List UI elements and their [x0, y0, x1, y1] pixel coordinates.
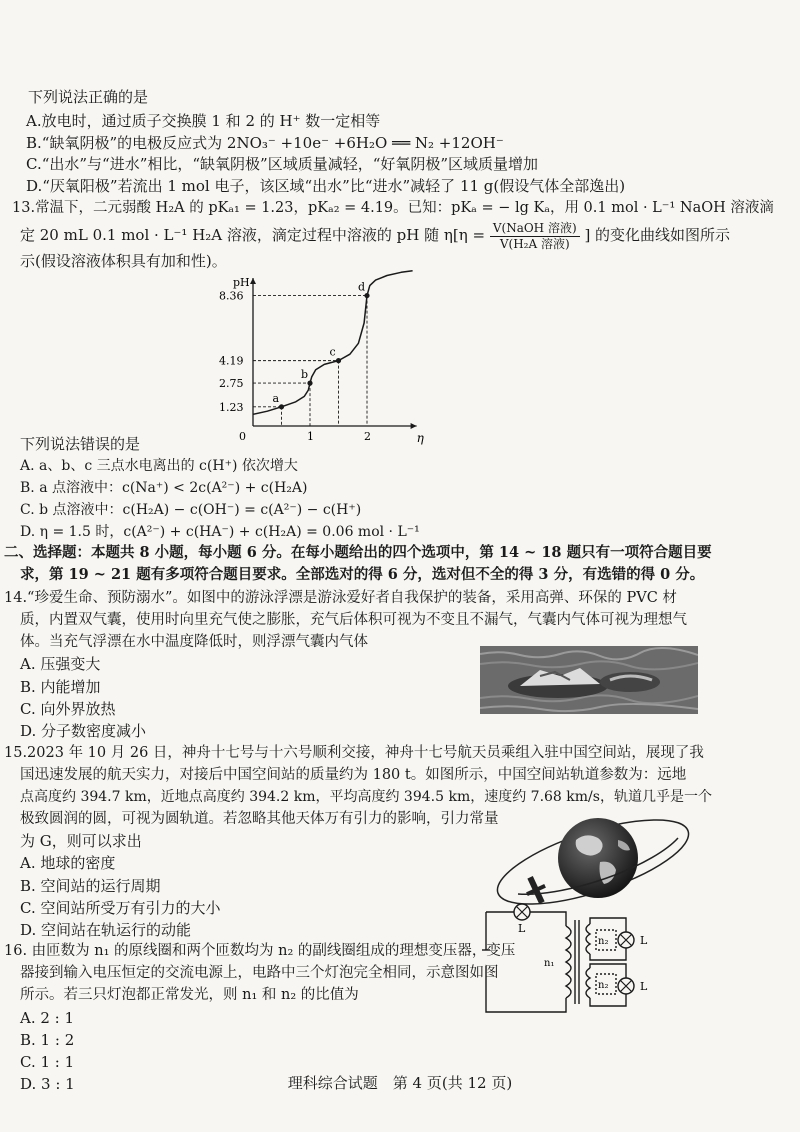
- point-label-c: c: [329, 345, 336, 359]
- section2-line1: 二、选择题：本题共 8 小题，每小题 6 分。在每小题给出的四个选项中，第 14 ~ 18 题只有一项符合题目要: [4, 544, 712, 561]
- n2-lower-label: n₂: [598, 980, 609, 991]
- titration-curve-chart: [215, 270, 455, 448]
- q16-line3: 所示。若三只灯泡都正常发光，则 n₁ 和 n₂ 的比值为: [20, 987, 359, 1003]
- swim-float-photo: [480, 646, 698, 714]
- q14-option-b: B. 内能增加: [20, 678, 101, 696]
- q14-line1: 14.“珍爱生命、预防溺水”。如图中的游泳浮漂是游泳爱好者自我保护的装备，采用高弹、环保的 PVC 材: [4, 590, 677, 606]
- y-tick-label: 1.23: [219, 400, 244, 414]
- y-axis-label: pH: [233, 276, 250, 289]
- x-tick-label: 0: [239, 430, 246, 443]
- y-tick-label: 4.19: [219, 354, 244, 368]
- point-d: [364, 293, 369, 298]
- q13-stem-line1: 13.常温下，二元弱酸 H₂A 的 pKₐ₁ = 1.23，pKₐ₂ = 4.19。已知：pKₐ = − lg Kₐ，用 0.1 mol · L⁻¹ NaOH 溶液滴: [12, 200, 774, 216]
- q16-option-d: D. 3 : 1: [20, 1075, 75, 1093]
- section2-line2: 求，第 19 ~ 21 题有多项符合题目要求。全部选对的得 6 分，选对但不全的得 3 分，有选错的得 0 分。: [20, 566, 705, 583]
- point-label-d: d: [358, 280, 366, 294]
- lamp-1-label: L: [518, 922, 526, 935]
- q15-line4: 极致圆润的圆，可视为圆轨道。若忽略其他天体万有引力的影响，引力常量: [20, 811, 499, 827]
- point-label-a: a: [272, 391, 280, 405]
- q14-line2: 质，内置双气囊，使用时向里充气使之膨胀，充气后体积可视为不变且不漏气，气囊内气体可视为理想气: [20, 612, 687, 628]
- point-a: [279, 404, 284, 409]
- q13-option-b: B. a 点溶液中：c(Na⁺) < 2c(A²⁻) + c(H₂A): [20, 480, 308, 496]
- lamp-2-label: L: [640, 934, 648, 947]
- point-c: [336, 358, 341, 363]
- x-tick-label: 1: [307, 430, 314, 443]
- y-tick-label: 2.75: [219, 377, 244, 391]
- q15-line5: 为 G，则可以求出: [20, 832, 142, 850]
- eta-numerator: V(NaOH 溶液): [490, 221, 580, 237]
- q16-line1: 16. 由匝数为 n₁ 的原线圈和两个匝数均为 n₂ 的副线圈组成的理想变压器，变压: [4, 943, 516, 959]
- q12-stem: 下列说法正确的是: [28, 88, 149, 106]
- q13-stem-line2-a: 定 20 mL 0.1 mol · L⁻¹ H₂A 溶液，滴定过程中溶液的 pH 随 η[η =: [20, 226, 486, 244]
- lamp-2-icon: [618, 932, 634, 948]
- q13-option-d: D. η = 1.5 时，c(A²⁻) + c(HA⁻) + c(H₂A) = 0.06 mol · L⁻¹: [20, 524, 420, 540]
- q14-line3: 体。当充气浮漂在水中温度降低时，则浮漂气囊内气体: [20, 634, 368, 650]
- q14-option-a: A. 压强变大: [20, 655, 101, 673]
- page-footer: 理科综合试题 第 4 页(共 12 页): [287, 1074, 513, 1092]
- q15-option-d: D. 空间站在轨运行的动能: [20, 921, 192, 939]
- q13-stem-line2-b: ] 的变化曲线如图所示: [584, 226, 731, 244]
- q14-option-d: D. 分子数密度减小: [20, 722, 147, 740]
- q15-option-b: B. 空间站的运行周期: [20, 877, 161, 895]
- q13-question: 下列说法错误的是: [20, 435, 141, 453]
- x-axis-label: η: [416, 431, 424, 445]
- q13-stem-line2: [20, 219, 730, 251]
- q12-option-d: D.“厌氧阳极”若流出 1 mol 电子，该区域“出水”比“进水”减轻了 11 g(假设气体全部逸出): [26, 177, 626, 195]
- eta-denominator: V(H₂A 溶液): [499, 236, 570, 251]
- lamp-1-icon: [514, 904, 530, 920]
- q12-option-c: C.“出水”与“进水”相比，“缺氧阴极”区域质量减轻，“好氧阴极”区域质量增加: [26, 155, 539, 173]
- x-axis-arrow: [411, 423, 417, 429]
- q12-option-b: B.“缺氧阴极”的电极反应式为 2NO₃⁻ +10e⁻ +6H₂O ══ N₂ +12OH⁻: [26, 134, 504, 152]
- y-axis-arrow: [250, 278, 256, 284]
- q14-option-c: C. 向外界放热: [20, 700, 116, 718]
- q16-line2: 器接到输入电压恒定的交流电源上，电路中三个灯泡完全相同，示意图如图: [20, 965, 499, 981]
- q16-option-b: B. 1 : 2: [20, 1031, 75, 1049]
- eta-fraction: [490, 221, 580, 252]
- lamp-3-icon: [618, 978, 634, 994]
- n1-label: n₁: [544, 958, 555, 969]
- y-tick-label: 8.36: [219, 289, 244, 303]
- q16-option-c: C. 1 : 1: [20, 1053, 75, 1071]
- earth-orbit-figure: [488, 810, 710, 910]
- transformer-circuit: [478, 902, 678, 1020]
- q15-option-c: C. 空间站所受万有引力的大小: [20, 899, 221, 917]
- point-label-b: b: [301, 368, 309, 382]
- q13-option-a: A. a、b、c 三点水电离出的 c(H⁺) 依次增大: [20, 458, 298, 474]
- q15-option-a: A. 地球的密度: [20, 854, 116, 872]
- n2-upper-label: n₂: [598, 936, 609, 947]
- q15-line3: 点高度约 394.7 km，近地点高度约 394.2 km，平均高度约 394.5 km，速度约 7.68 km/s，轨道几乎是一个: [20, 789, 712, 805]
- q15-line2: 国迅速发展的航天实力，对接后中国空间站的质量约为 180 t。如图所示，中国空间站轨道参数为：远地: [20, 767, 687, 783]
- q13-stem-line3: 示(假设溶液体积具有加和性)。: [20, 252, 227, 270]
- q16-option-a: A. 2 : 1: [20, 1009, 75, 1027]
- lamp-3-label: L: [640, 980, 648, 993]
- q13-option-c: C. b 点溶液中：c(H₂A) − c(OH⁻) = c(A²⁻) − c(H⁺): [20, 502, 362, 518]
- x-tick-label: 2: [364, 430, 371, 443]
- q15-line1: 15.2023 年 10 月 26 日，神舟十七号与十六号顺利交接，神舟十七号航天员乘组入驻中国空间站，展现了我: [4, 745, 704, 761]
- q12-option-a: A.放电时，通过质子交换膜 1 和 2 的 H⁺ 数一定相等: [26, 112, 381, 130]
- point-b: [307, 381, 312, 386]
